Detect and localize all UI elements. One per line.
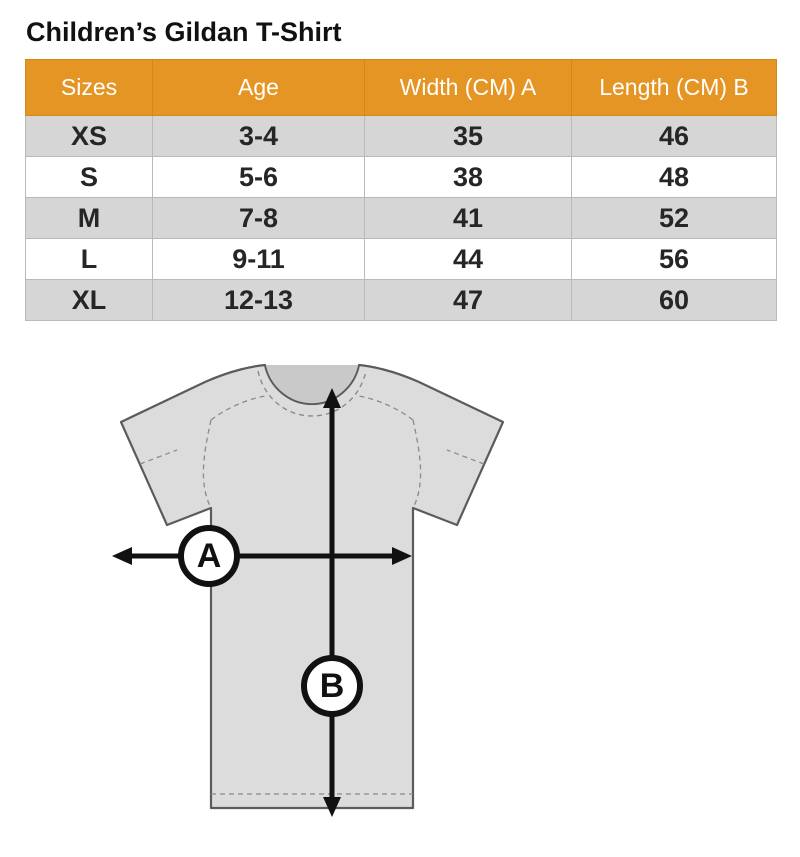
cell-width: 38 (365, 157, 572, 198)
marker-b (304, 658, 360, 714)
cell-age: 5-6 (153, 157, 365, 198)
column-header-sizes: Sizes (26, 60, 153, 116)
table-row (26, 239, 777, 280)
cell-length: 52 (572, 198, 777, 239)
marker-a-label: A (196, 537, 222, 575)
cell-age: 12-13 (153, 280, 365, 321)
cell-width: 41 (365, 198, 572, 239)
page-title: Children’s Gildan T-Shirt (26, 17, 342, 47)
cell-width: 44 (365, 239, 572, 280)
cell-size: L (26, 239, 153, 280)
table-row (26, 116, 777, 157)
table-header-row (26, 60, 777, 116)
column-header-length: Length (CM) B (572, 60, 777, 116)
cell-size: XL (26, 280, 153, 321)
table-row (26, 198, 777, 239)
size-table (25, 59, 777, 321)
cell-age: 9-11 (153, 239, 365, 280)
marker-a (181, 528, 237, 584)
marker-b-label: B (319, 667, 345, 705)
cell-size: M (26, 198, 153, 239)
table-row (26, 157, 777, 198)
cell-length: 48 (572, 157, 777, 198)
column-header-age: Age (153, 60, 365, 116)
cell-length: 46 (572, 116, 777, 157)
cell-size: S (26, 157, 153, 198)
cell-width: 47 (365, 280, 572, 321)
tshirt-shape (121, 365, 503, 808)
tshirt-measurement-diagram (0, 360, 800, 857)
table-row (26, 280, 777, 321)
cell-length: 60 (572, 280, 777, 321)
cell-length: 56 (572, 239, 777, 280)
cell-width: 35 (365, 116, 572, 157)
cell-age: 7-8 (153, 198, 365, 239)
cell-size: XS (26, 116, 153, 157)
cell-age: 3-4 (153, 116, 365, 157)
column-header-width: Width (CM) A (365, 60, 572, 116)
